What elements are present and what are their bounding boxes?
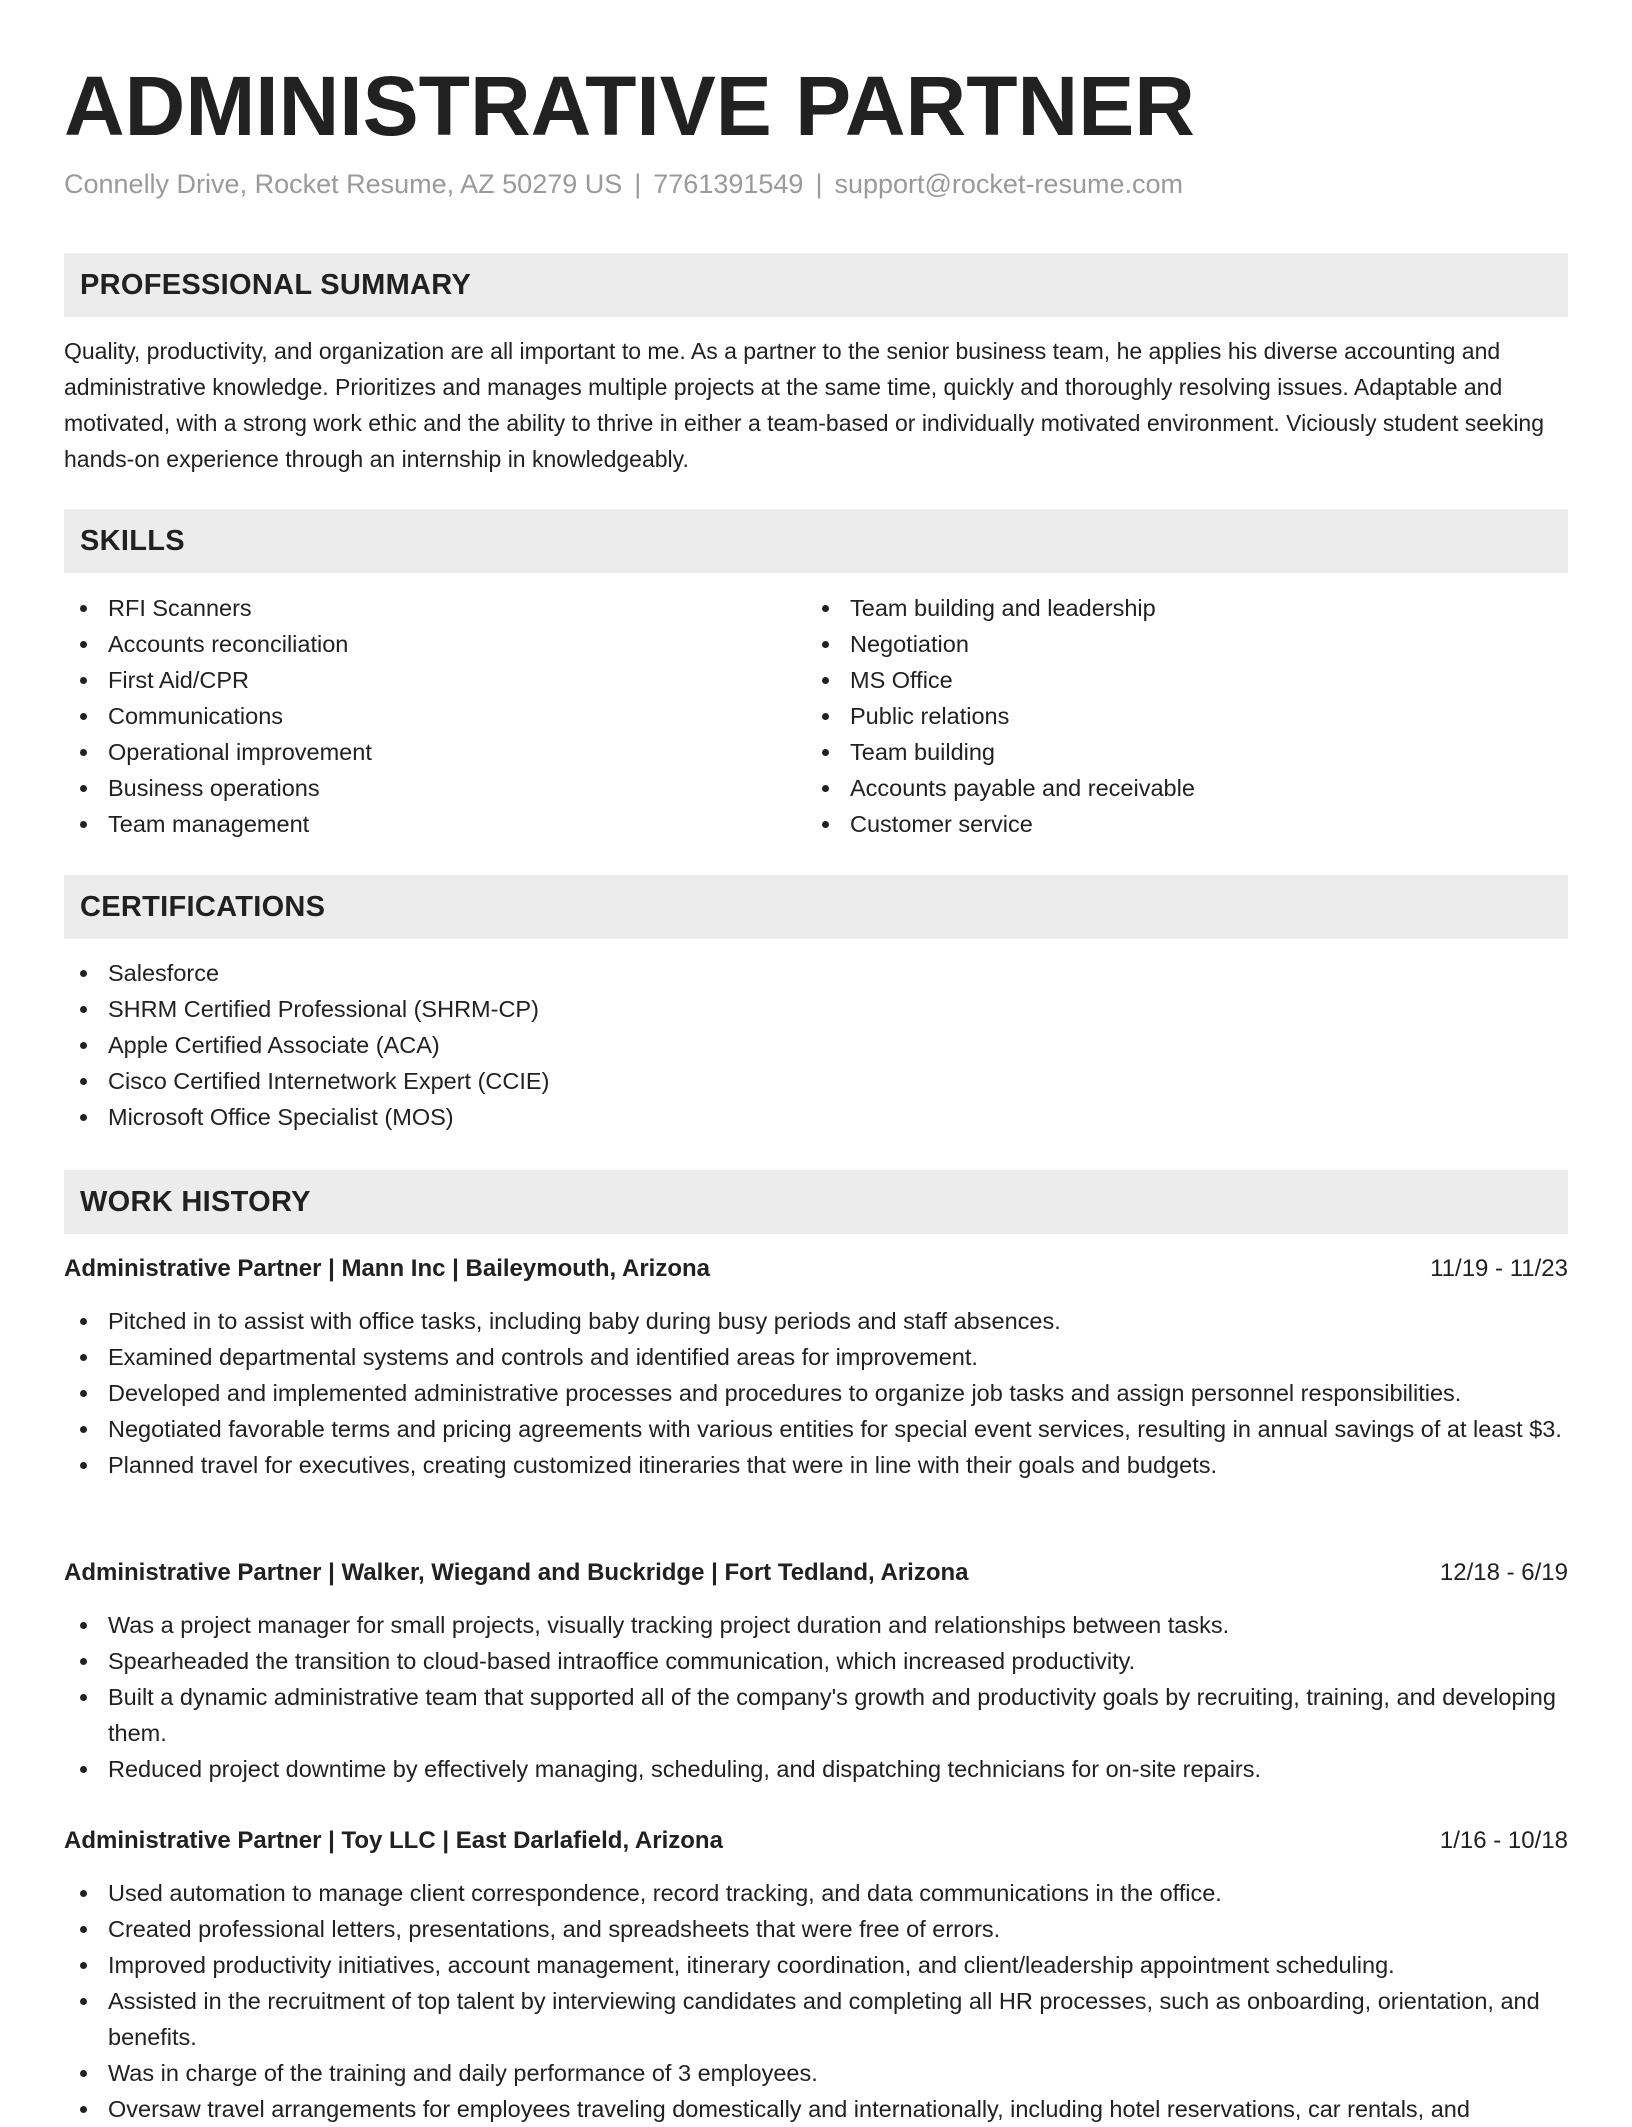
skill-item: Operational improvement [64, 734, 784, 770]
job-dates: 12/18 - 6/19 [1439, 1559, 1568, 1586]
contact-email: support@rocket-resume.com [834, 169, 1183, 199]
job-bullet: Created professional letters, presentations, and spreadsheets that were free of errors. [64, 1911, 1568, 1947]
summary-text: Quality, productivity, and organization are all important to me. As a partner to the senior business team, he applies his diverse accounting and administrative knowledge. Prioritizes and manages multiple projects at the same time, quickly and thoroughly resolving issues. Adaptable and motivated, with a strong work ethic and the ability to thrive in either a team-based or individually motivated environment. Viciously student seeking hands-on experience through an internship in knowledgeably. [64, 338, 1545, 472]
skills-list-left [64, 590, 784, 842]
job-bullet: Reduced project downtime by effectively managing, scheduling, and dispatching technicians for on-site repairs. [64, 1751, 1568, 1787]
job-bullet: Was a project manager for small projects, visually tracking project duration and relationships between tasks. [64, 1607, 1568, 1643]
job-bullets [64, 1607, 1568, 1787]
job-bullet: Planned travel for executives, creating customized itineraries that were in line with their goals and budgets. [64, 1447, 1568, 1483]
contact-phone: 7761391549 [653, 169, 804, 199]
certification-item: Microsoft Office Specialist (MOS) [64, 1099, 1568, 1135]
skill-item: First Aid/CPR [64, 662, 784, 698]
contact-address: Connelly Drive, Rocket Resume, AZ 50279 US [64, 169, 623, 199]
job-bullet: Used automation to manage client correspondence, record tracking, and data communications in the office. [64, 1875, 1568, 1911]
certifications-heading: CERTIFICATIONS [64, 875, 1568, 939]
job-dates: 11/19 - 11/23 [1430, 1255, 1568, 1282]
job-bullet: Built a dynamic administrative team that supported all of the company's growth and productivity goals by recruiting, training, and developing them. [64, 1679, 1568, 1751]
job-title: Administrative Partner | Mann Inc | Baileymouth, Arizona [64, 1255, 710, 1282]
skill-item: Team building [806, 734, 1526, 770]
skill-item: MS Office [806, 662, 1526, 698]
skills-heading: SKILLS [64, 509, 1568, 573]
skill-item: Accounts reconciliation [64, 626, 784, 662]
job-bullet: Was in charge of the training and daily performance of 3 employees. [64, 2055, 1568, 2091]
skill-item: Business operations [64, 770, 784, 806]
skill-item: RFI Scanners [64, 590, 784, 626]
job-bullet: Developed and implemented administrative processes and procedures to organize job tasks and assign personnel responsibilities. [64, 1375, 1568, 1411]
job-bullets [64, 1303, 1568, 1483]
job-title: Administrative Partner | Toy LLC | East Darlafield, Arizona [64, 1827, 723, 1854]
skill-item: Team building and leadership [806, 590, 1526, 626]
job-bullet: Examined departmental systems and controls and identified areas for improvement. [64, 1339, 1568, 1375]
skill-item: Team management [64, 806, 784, 842]
job-bullet: Improved productivity initiatives, account management, itinerary coordination, and client/leadership appointment scheduling. [64, 1947, 1568, 1983]
job-bullet: Oversaw travel arrangements for employees traveling domestically and internationally, including hotel reservations, car rentals, and [64, 2091, 1568, 2127]
job-bullet: Negotiated favorable terms and pricing agreements with various entities for special event services, resulting in annual savings of at least $3. [64, 1411, 1568, 1447]
skill-item: Communications [64, 698, 784, 734]
job-bullet: Assisted in the recruitment of top talent by interviewing candidates and completing all HR processes, such as onboarding, orientation, and benefits. [64, 1983, 1568, 2055]
contact-separator: | [634, 169, 642, 199]
job-bullet: Spearheaded the transition to cloud-based intraoffice communication, which increased productivity. [64, 1643, 1568, 1679]
job-bullets [64, 1875, 1568, 2127]
certification-item: Cisco Certified Internetwork Expert (CCIE) [64, 1063, 1568, 1099]
skill-item: Customer service [806, 806, 1526, 842]
work-history-heading: WORK HISTORY [64, 1170, 1568, 1234]
certification-item: Salesforce [64, 955, 1568, 991]
job-dates: 1/16 - 10/18 [1439, 1827, 1568, 1854]
skills-list-right [806, 590, 1526, 842]
contact-line [64, 168, 1183, 200]
job-bullet: Pitched in to assist with office tasks, including baby during busy periods and staff absences. [64, 1303, 1568, 1339]
skill-item: Accounts payable and receivable [806, 770, 1526, 806]
skill-item: Negotiation [806, 626, 1526, 662]
certification-item: SHRM Certified Professional (SHRM-CP) [64, 991, 1568, 1027]
skill-item: Public relations [806, 698, 1526, 734]
certifications-list [64, 955, 1568, 1135]
resume-name: ADMINISTRATIVE PARTNER [64, 59, 1195, 153]
job-title: Administrative Partner | Walker, Wiegand and Buckridge | Fort Tedland, Arizona [64, 1559, 969, 1586]
certification-item: Apple Certified Associate (ACA) [64, 1027, 1568, 1063]
summary-heading: PROFESSIONAL SUMMARY [64, 253, 1568, 317]
contact-separator: | [815, 169, 823, 199]
